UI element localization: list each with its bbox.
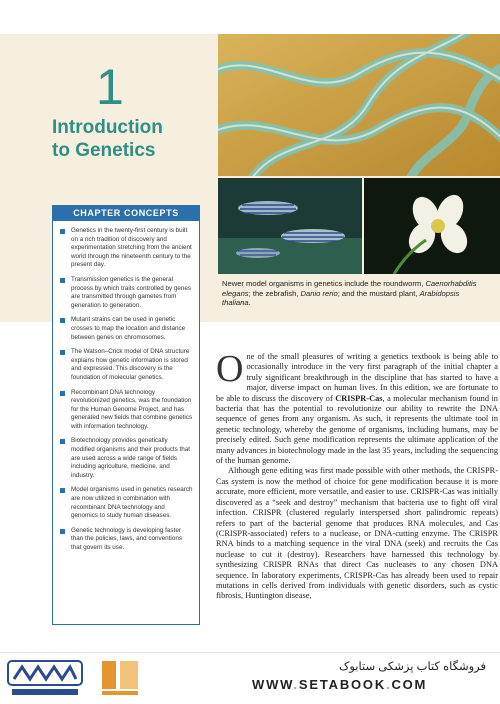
roundworm-photo bbox=[218, 34, 500, 176]
url-part: SETABOOK bbox=[298, 677, 387, 692]
chapter-concepts-box bbox=[52, 205, 200, 625]
concept-text: Genetic technology is developing faster than the policies, laws, and conventions that govern its use. bbox=[71, 526, 182, 551]
footer-banner bbox=[0, 652, 500, 701]
caption-text: . bbox=[248, 298, 251, 308]
concept-text: Recombinant DNA technology revolutionized genetics, was the foundation for the Human Genome Project, and has generated new fields that combine genetics with information technology. bbox=[71, 388, 193, 430]
bullet-square-icon bbox=[60, 529, 65, 534]
bullet-square-icon bbox=[60, 488, 65, 493]
url-dot: . bbox=[293, 677, 299, 692]
chapter-title-line2: to Genetics bbox=[52, 140, 156, 161]
concept-item bbox=[59, 486, 193, 520]
drop-cap: O bbox=[216, 348, 244, 390]
concept-text: Mutant strains can be used in genetic crosses to map the location and distance between genes on chromosomes. bbox=[71, 316, 186, 341]
concept-text: The Watson–Crick model of DNA structure explains how genetic information is stored and expressed. This discovery is the foundation of molecular genetics. bbox=[71, 348, 190, 381]
bullet-square-icon bbox=[60, 318, 65, 323]
top-band bbox=[0, 0, 500, 34]
concept-text: Biotechnology provides genetically modified organisms and their products that are used across a wide range of fields including agriculture, medicine, and industry. bbox=[71, 437, 191, 479]
concept-item bbox=[59, 437, 193, 480]
bullet-square-icon bbox=[60, 229, 65, 234]
paragraph-2: Although gene editing was first made possible with other methods, the CRISPR-Cas system is now the method of choice for gene modification because it is more accurate, more efficient, more versatile, and easier to use. CRISPR-Cas was initially discovered as a “seek and destroy” mechanism that bacteria use to fight off viral infection. CRISPR (clustered regularly interspersed short palindromic repeats) refers to part of the bacterial genome that produces RNA molecules, and Cas (CRISPR-associated) refers to a nuclease, or DNA-cutting enzyme. The CRISPR RNA binds to a matching sequence in the viral DNA (seek) and recruits the Cas nuclease to cut it (destroy). Researchers have harnessed this technology by synthesizing CRISPR RNAs that direct Cas nucleases to any chosen DNA sequence. In laboratory experiments, CRISPR-Cas has already been used to repair mutations in cells derived from individuals with genetic disorders, such as cystic fibrosis, Huntington disease, bbox=[216, 466, 498, 601]
photo-caption bbox=[222, 279, 488, 308]
url-part: COM bbox=[391, 677, 428, 692]
caption-text: ; the zebrafish, bbox=[248, 288, 301, 298]
crispr-term: CRISPR-Cas bbox=[335, 393, 383, 403]
body-text bbox=[216, 348, 498, 602]
concept-text: Model organisms used in genetics research are now utilized in combination with recombinant DNA technology and genomics to study human diseases. bbox=[71, 486, 193, 520]
concept-item bbox=[59, 527, 193, 553]
chapter-title-line1: Introduction bbox=[52, 117, 163, 138]
bullet-square-icon bbox=[60, 439, 65, 444]
bullet-square-icon bbox=[60, 350, 65, 355]
paragraph-1 bbox=[216, 348, 498, 466]
store-name-fa: فروشگاه کتاب پزشکی ستابوک bbox=[339, 661, 486, 673]
paragraph-text: ne of the small pleasures of writing a genetics textbook is being able to occasionally introduce in the very first paragraph of the initial chapter a truly significant breakthrough in the discipline that has started to have a major, diverse impact on human lives. In this edition, we are fortunate to be able to discuss the discovery of bbox=[216, 352, 498, 403]
chapter-title bbox=[52, 116, 163, 162]
chapter-concepts-header: CHAPTER CONCEPTS bbox=[53, 206, 199, 221]
store-url[interactable] bbox=[252, 677, 427, 692]
concepts-list bbox=[53, 221, 199, 553]
setabook-logo bbox=[6, 655, 84, 699]
paragraph-text: , a molecular mechanism found in bacteria that has the potential to revolutionize our ability to rewrite the DNA sequence of genes from any organism. As such, it represents the ultimate tool in genetic technology, whereby the genome of organisms, including humans, may be precisely edited. Such gene modification represents the ultimate application of the many advances in biotechnology made in the last 35 years, including the sequencing of the human genome. bbox=[216, 393, 498, 466]
bullet-square-icon bbox=[60, 391, 65, 396]
concept-item bbox=[59, 227, 193, 270]
concept-item bbox=[59, 316, 193, 342]
concept-item bbox=[59, 348, 193, 382]
caption-roundworm-name: Caenorhabditis elegans bbox=[222, 279, 477, 298]
concept-text: Genetics in the twenty-first century is built on a rich tradition of discovery and experimentation stretching from the ancient world through the nineteenth century to the present day. bbox=[71, 227, 192, 269]
chapter-number: 1 bbox=[96, 59, 124, 115]
concept-item bbox=[59, 389, 193, 432]
zebrafish-photo bbox=[218, 178, 362, 274]
concept-item bbox=[59, 276, 193, 310]
caption-text: Newer model organisms in genetics include the roundworm, bbox=[222, 279, 426, 288]
caption-text: ; and the mustard plant, bbox=[337, 288, 420, 298]
mustard-plant-photo bbox=[364, 178, 500, 274]
caption-zebrafish-name: Danio rerio bbox=[300, 288, 338, 298]
book-logo-icon bbox=[98, 657, 142, 697]
caption-plant-name: Arabidopsis thaliana bbox=[222, 288, 460, 308]
url-part: WWW bbox=[252, 677, 294, 692]
bullet-square-icon bbox=[60, 278, 65, 283]
concept-text: Transmission genetics is the general process by which traits controlled by genes are transmitted through gametes from generation to generation. bbox=[71, 275, 192, 309]
url-dot: . bbox=[386, 677, 392, 692]
